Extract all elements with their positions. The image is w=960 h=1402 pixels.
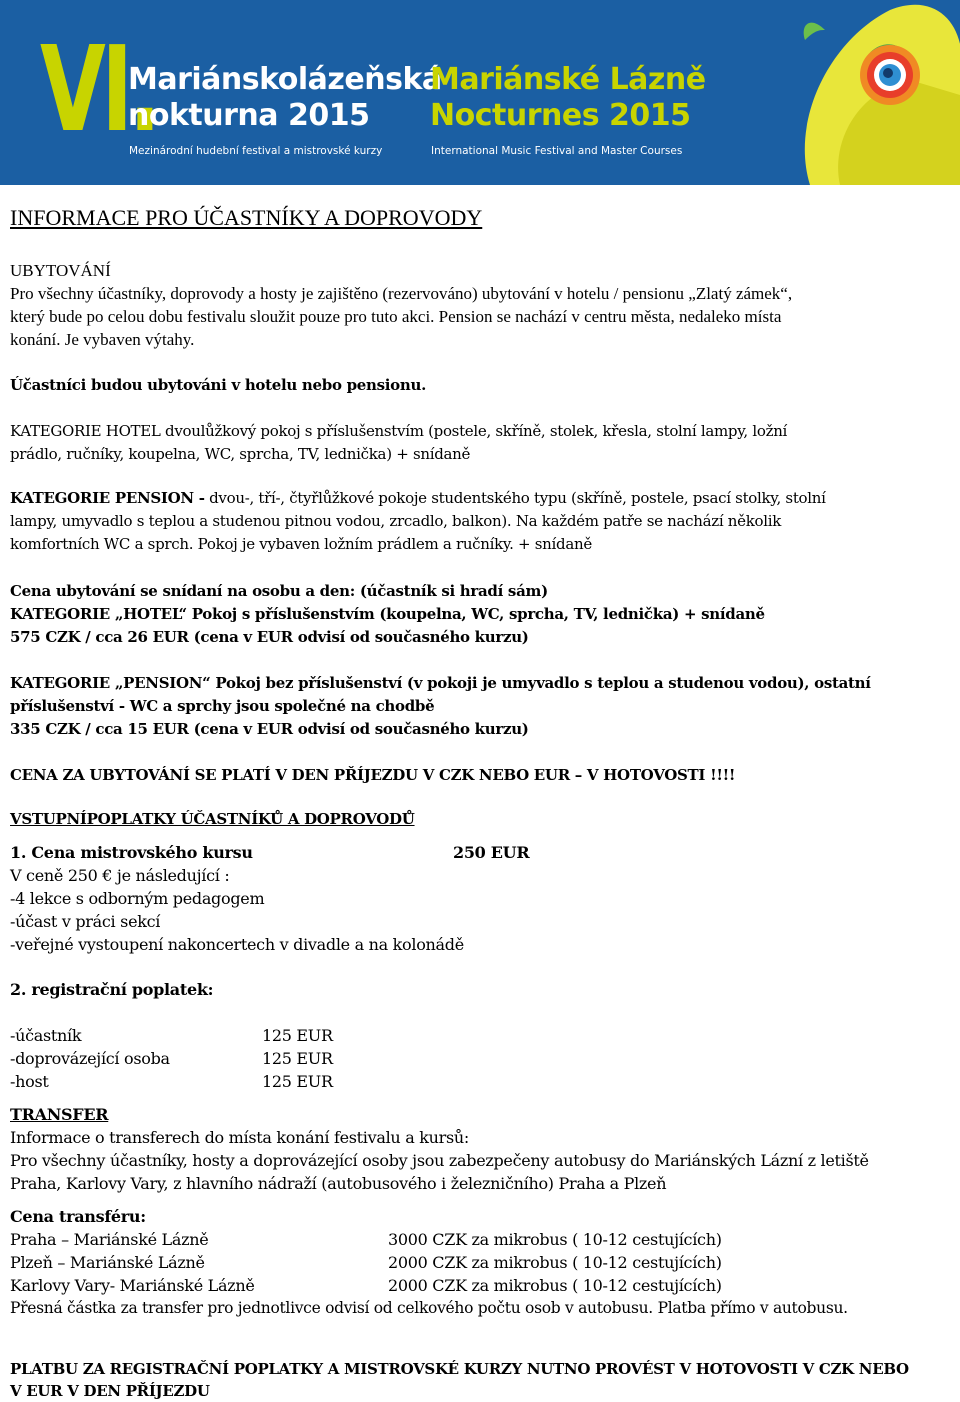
registration-label: -host bbox=[10, 1072, 49, 1091]
hotel-category-line1 bbox=[10, 420, 787, 442]
transfer-route-price: 3000 CZK za mikrobus ( 10-12 cestujících) bbox=[388, 1230, 722, 1249]
banner-title-cz-line2: nokturna 2015 bbox=[128, 98, 370, 133]
accommodation-note: Účastníci budou ubytováni v hotelu nebo pensionu. bbox=[10, 376, 427, 394]
payment-footer-line2: V EUR V DEN PŘÍJEZDU bbox=[10, 1382, 210, 1400]
bird-logo-icon bbox=[770, 0, 960, 185]
course-price-value: 250 EUR bbox=[453, 843, 530, 862]
fees-heading: VSTUPNÍPOPLATKY ÚČASTNÍKŮ A DOPROVODŮ bbox=[10, 810, 415, 828]
pension-category-label: KATEGORIE PENSION - bbox=[10, 489, 205, 507]
registration-price: 125 EUR bbox=[262, 1049, 333, 1068]
registration-heading: 2. registrační poplatek: bbox=[10, 980, 214, 999]
document-title: INFORMACE PRO ÚČASTNÍKY A DOPROVODY bbox=[10, 205, 483, 230]
accommodation-paragraph-line3: konání. Je vybaven výtahy. bbox=[10, 330, 195, 349]
registration-price: 125 EUR bbox=[262, 1072, 333, 1091]
banner-title-cz bbox=[128, 62, 442, 134]
banner-title-en bbox=[430, 62, 706, 134]
accommodation-heading: UBYTOVÁNÍ bbox=[10, 261, 111, 280]
price-pension-line1: KATEGORIE „PENSION“ Pokoj bez příslušenství (v pokoji je umyvadlo s teplou a studenou vodou), ostatní bbox=[10, 674, 871, 692]
pension-category-text: dvou-, tří-, čtyřlůžkové pokoje studentského typu (skříně, postele, psací stolky, stolní bbox=[209, 489, 826, 507]
course-price-label: 1. Cena mistrovského kursu bbox=[10, 843, 253, 862]
transfer-heading: TRANSFER bbox=[10, 1105, 109, 1124]
transfer-info: Informace o transferech do místa konání festivalu a kursů: bbox=[10, 1128, 469, 1147]
registration-price: 125 EUR bbox=[262, 1026, 333, 1045]
price-pension-line2: příslušenství - WC a sprchy jsou společné na chodbě bbox=[10, 697, 435, 715]
transfer-text-line2: Praha, Karlovy Vary, z hlavního nádraží (autobusového i železničního) Praha a Plzeň bbox=[10, 1174, 667, 1193]
course-item-lessons: -4 lekce s odborným pedagogem bbox=[10, 889, 265, 908]
transfer-route-price: 2000 CZK za mikrobus ( 10-12 cestujících) bbox=[388, 1276, 722, 1295]
hotel-category-line2: prádlo, ručníky, koupelna, WC, sprcha, TV, lednička) + snídaně bbox=[10, 445, 471, 463]
banner-subtitle-en: International Music Festival and Master Courses bbox=[431, 145, 683, 157]
course-item-sections: -účast v práci sekcí bbox=[10, 912, 161, 931]
banner-title-en-line1: Mariánské Lázně bbox=[430, 62, 706, 97]
payment-footer-line1: PLATBU ZA REGISTRAČNÍ POPLATKY A MISTROVSKÉ KURZY NUTNO PROVÉST V HOTOVOSTI V CZK NEBO bbox=[10, 1360, 909, 1378]
registration-label: -doprovázející osoba bbox=[10, 1049, 170, 1068]
price-hotel-line1: KATEGORIE „HOTEL“ Pokoj s příslušenstvím (koupelna, WC, sprcha, TV, lednička) + snídaně bbox=[10, 605, 765, 623]
accommodation-paragraph-line2: který bude po celou dobu festivalu sloužit pouze pro tuto akci. Pension se nachází v centru města, nedaleko místa bbox=[10, 307, 782, 326]
pension-category-line2: lampy, umyvadlo s teplou a studenou pitnou vodou, zrcadlo, balkon). Na každém patře se nachází několik bbox=[10, 512, 782, 530]
pension-category-line1 bbox=[10, 487, 826, 509]
hotel-category-text: dvoulůžkový pokoj s příslušenstvím (postele, skříně, stolek, křesla, stolní lampy, ložní bbox=[165, 422, 788, 440]
accommodation-paragraph-line1: Pro všechny účastníky, doprovody a hosty je zajištěno (rezervováno) ubytování v hotelu / pensionu „Zlatý zámek“, bbox=[10, 284, 793, 303]
price-hotel-line2: 575 CZK / cca 26 EUR (cena v EUR odvisí od současného kurzu) bbox=[10, 628, 529, 646]
transfer-route: Karlovy Vary- Mariánské Lázně bbox=[10, 1276, 255, 1295]
course-includes: V ceně 250 € je následující : bbox=[10, 866, 230, 885]
transfer-route-price: 2000 CZK za mikrobus ( 10-12 cestujících) bbox=[388, 1253, 722, 1272]
banner-title-cz-line1: Mariánskolázeňská bbox=[128, 62, 442, 97]
banner-title-en-line2: Nocturnes 2015 bbox=[430, 98, 691, 133]
price-pension-line3: 335 CZK / cca 15 EUR (cena v EUR odvisí od současného kurzu) bbox=[10, 720, 529, 738]
transfer-route: Praha – Mariánské Lázně bbox=[10, 1230, 209, 1249]
transfer-note: Přesná částka za transfer pro jednotlivce odvisí od celkového počtu osob v autobusu. Platba přímo v autobusu. bbox=[10, 1299, 848, 1317]
registration-label: -účastník bbox=[10, 1026, 82, 1045]
payment-note: CENA ZA UBYTOVÁNÍ SE PLATÍ V DEN PŘÍJEZDU V CZK NEBO EUR – V HOTOVOSTI !!!! bbox=[10, 766, 736, 784]
hotel-category-label: KATEGORIE HOTEL bbox=[10, 422, 161, 440]
pension-category-line3: komfortních WC a sprch. Pokoj je vybaven ložním prádlem a ručníky. + snídaně bbox=[10, 535, 592, 553]
festival-banner bbox=[0, 0, 960, 185]
transfer-text-line1: Pro všechny účastníky, hosty a doprovázející osoby jsou zabezpečeny autobusy do Mariánských Lázní z letiště bbox=[10, 1151, 869, 1170]
banner-subtitle-cz: Mezinárodní hudební festival a mistrovské kurzy bbox=[129, 145, 383, 157]
banner-roman-numeral: VI. bbox=[40, 20, 157, 158]
transfer-price-heading: Cena transféru: bbox=[10, 1207, 146, 1226]
transfer-route: Plzeň – Mariánské Lázně bbox=[10, 1253, 205, 1272]
course-item-concerts: -veřejné vystoupení nakoncertech v divadle a na kolonádě bbox=[10, 935, 464, 954]
price-heading: Cena ubytování se snídaní na osobu a den: (účastník si hradí sám) bbox=[10, 582, 548, 600]
